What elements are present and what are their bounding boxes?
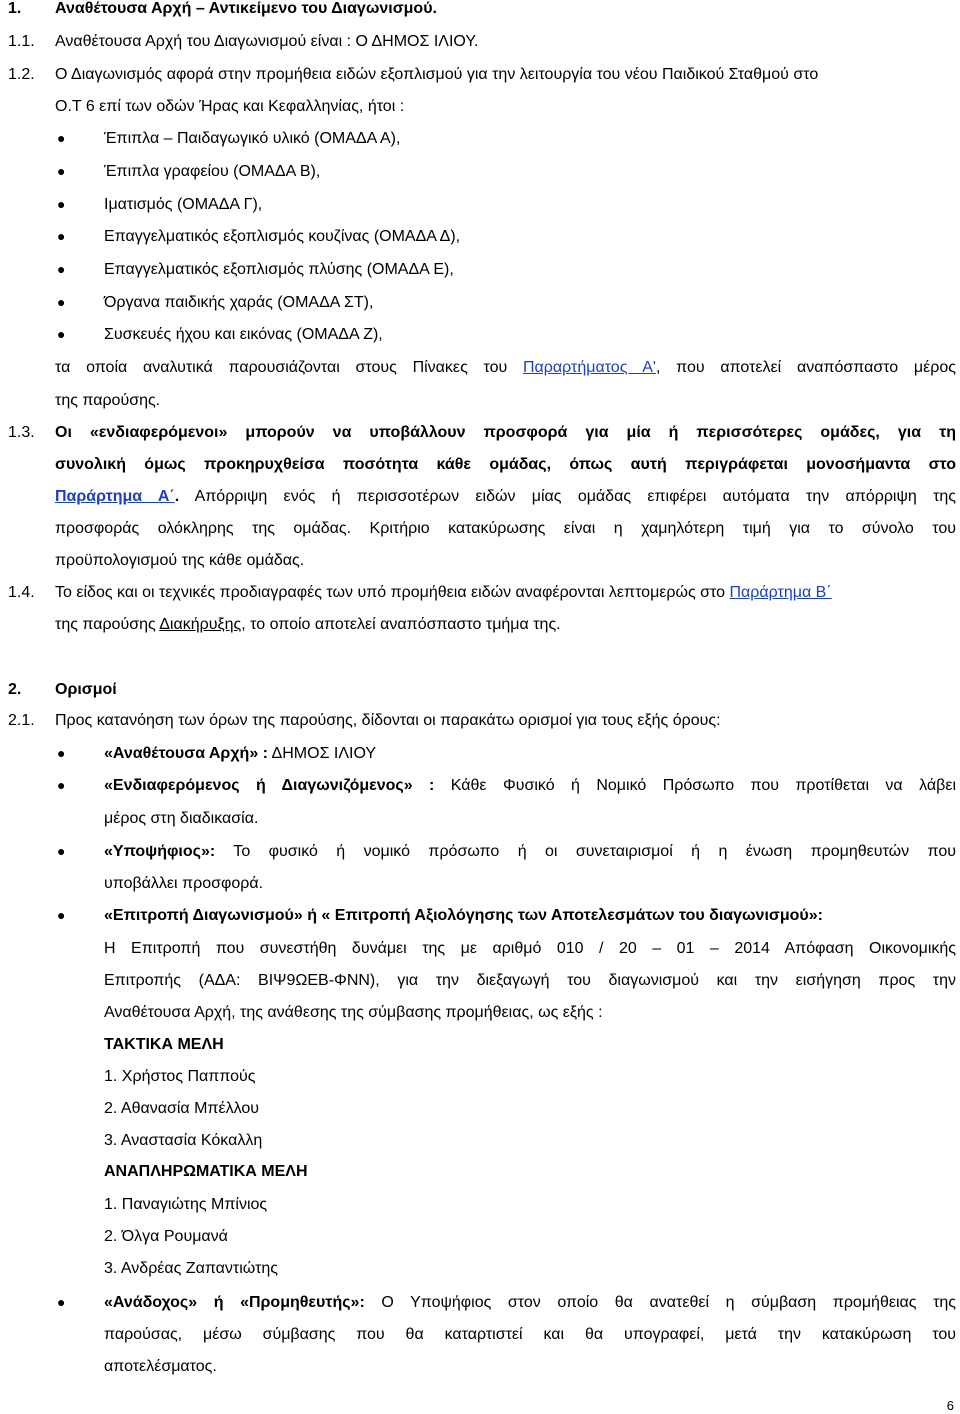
clause-text: προσφοράς ολόκληρης της ομάδας. Κριτήριο κατακύρωσης είναι η χαμηλότερη τιμή για το σύνολο του xyxy=(55,520,956,537)
clause-text: Παράρτημα Α΄. Απόρριψη ενός ή περισσοτέρων ειδών μίας ομάδας επιφέρει αυτόματα την απόρριψη της xyxy=(55,488,957,505)
bullet-icon: ● xyxy=(57,228,66,244)
clause-number: 2.1. xyxy=(8,712,35,729)
bullet-icon: ● xyxy=(57,163,66,179)
definition-term: «Επιτροπή Διαγωνισμού» ή « Επιτροπή Αξιολόγησης των Αποτελεσμάτων του διαγωνισμού»: xyxy=(104,907,823,924)
list-item-text: Ιματισμός (ΟΜΑΔΑ Γ), xyxy=(104,196,263,213)
bullet-icon: ● xyxy=(57,130,66,146)
bullet-icon: ● xyxy=(57,326,66,342)
annex-b-link[interactable]: Παράρτημα Β΄ xyxy=(729,584,832,601)
list-item-text: Συσκευές ήχου και εικόνας (ΟΜΑΔΑ Ζ), xyxy=(104,326,383,343)
clause-text: Το είδος και οι τεχνικές προδιαγραφές των υπό προμήθεια ειδών αναφέρονται λεπτομερώς στο Παράρτημα Β΄ xyxy=(55,584,832,601)
clause-text: Αναθέτουσα Αρχή του Διαγωνισμού είναι : Ο ΔΗΜΟΣ ΙΛΙΟΥ. xyxy=(55,33,479,50)
definition-text: μέρος στη διαδικασία. xyxy=(104,810,259,827)
section-number: 1. xyxy=(8,0,22,17)
clause-text: Ο.Τ 6 επί των οδών Ήρας και Κεφαλληνίας, ήτοι : xyxy=(55,98,405,115)
list-item-text: Όργανα παιδικής χαράς (ΟΜΑΔΑ ΣΤ), xyxy=(104,294,374,311)
clause-number: 1.3. xyxy=(8,424,35,441)
clause-text: της παρούσης Διακήρυξης, το οποίο αποτελεί αναπόσπαστο τμήμα της. xyxy=(55,616,561,633)
clause-number: 1.4. xyxy=(8,584,35,601)
bullet-icon: ● xyxy=(57,745,66,761)
list-item-text: Επαγγελματικός εξοπλισμός κουζίνας (ΟΜΑΔΑ Δ), xyxy=(104,228,461,245)
clause-text: της παρούσης. xyxy=(55,392,161,409)
list-item-text: Έπιπλα γραφείου (ΟΜΑΔΑ Β), xyxy=(104,163,321,180)
bullet-icon: ● xyxy=(57,196,66,212)
document-page: 1. Αναθέτουσα Αρχή – Αντικείμενο του Διαγωνισμού. 1.1. Αναθέτουσα Αρχή του Διαγωνισμού είναι : Ο ΔΗΜΟΣ ΙΛΙΟΥ. 1.2. Ο Διαγωνισμός αφορά στην προμήθεια ειδών εξοπλισμού για την λειτουργία του νέου Παιδικού Σταθμού στο Ο.Τ 6 επί των οδών Ήρας και Κεφαλληνίας, ήτοι : ● Έπιπλα – Παιδαγωγικό υλικό (ΟΜΑΔΑ Α), ● Έπιπλα γραφείου (ΟΜΑΔΑ Β), ● Ιματισμός (ΟΜΑΔΑ Γ), ● Επαγγελματικός εξοπλισμός κουζίνας (ΟΜΑΔΑ Δ), ● Επαγγελματικός εξοπλισμός πλύσης (ΟΜΑΔΑ Ε), ● Όργανα παιδικής χαράς (ΟΜΑΔΑ ΣΤ), ● Συσκευές ήχου και εικόνας (ΟΜΑΔΑ Ζ), τα οποία αναλυτικά παρουσιάζονται στους Πίνακες του Παραρτήματος Α', που αποτελεί αναπόσπαστο μέρος της παρούσης. 1.3. Οι «ενδιαφερόμενοι» μπορούν να υποβάλλουν προσφορά για μία ή περισσότερες ομάδες, για τη συνολική όμως προκηρυχθείσα ποσότητα κάθε ομάδας, όπως αυτή περιγράφεται μονοσήμαντα στο Παράρτημα Α΄. Απόρριψη ενός ή περισσοτέρων ειδών μίας ομάδας επιφέρει αυτόματα την απόρριψη της προσφοράς ολόκληρης της ομάδας. Κριτήριο κατακύρωσης είναι η χαμηλότερη τιμή για το σύνολο του προϋπολογισμού της κάθε ομάδας. 1.4. Το είδος και οι τεχνικές προδιαγραφές των υπό προμήθεια ειδών αναφέρονται λεπτομερώς στο Παράρτημα Β΄ της παρούσης Διακήρυξης, το οποίο αποτελεί αναπόσπαστο τμήμα της. 2. Ορισμοί 2.1. Προς κατανόηση των όρων της παρούσης, δίδονται οι παρακάτω ορισμοί για τους εξής όρους: ● «Αναθέτουσα Αρχή» : ΔΗΜΟΣ ΙΛΙΟΥ ● «Ενδιαφερόμενος ή Διαγωνιζόμενος» : Κάθε Φυσικό ή Νομικό Πρόσωπο που προτίθεται να λάβει μέρος στη διαδικασία. ● «Υποψήφιος»: Το φυσικό ή νομικό πρόσωπο ή οι συνεταιρισμοί ή η ένωση προμηθευτών που υποβάλλει προσφορά. ● «Επιτροπή Διαγωνισμού» ή « Επιτροπή Αξιολόγησης των Αποτελεσμάτων του διαγωνισμού»: Η Επιτροπή που συνεστήθη δυνάμει της με αριθμό 010 / 20 – 01 – 2014 Απόφαση Οικονομικής Επιτροπής (ΑΔΑ: ΒΙΨ9ΩΕΒ-ΦΝΝ), για την διεξαγωγή του διαγωνισμού και την εισήγηση προς την Αναθέτουσα Αρχή, της ανάθεσης της σύμβασης προμήθειας, ως εξής : ΤΑΚΤΙΚΑ ΜΕΛΗ 1. Χρήστος Παππούς 2. Αθανασία Μπέλλου 3. Αναστασία Κόκαλλη ΑΝΑΠΛΗΡΩΜΑΤΙΚΑ ΜΕΛΗ 1. Παναγιώτης Μπίνιος 2. Όλγα Ρουμανά 3. Ανδρέας Ζαπαντιώτης ● «Ανάδοχος» ή «Προμηθευτής»: Ο Υποψήφιος στον οποίο θα ανατεθεί η σύμβαση προμήθειας της παρούσας, μέσω σύμβασης που θα καταρτιστεί και θα υπογραφεί, μετά την κατακύρωση του αποτελέσματος. 6 xyxy=(8,0,957,1413)
bullet-icon: ● xyxy=(57,261,66,277)
list-item-text: Επαγγελματικός εξοπλισμός πλύσης (ΟΜΑΔΑ Ε), xyxy=(104,261,454,278)
definition-text: Η Επιτροπή που συνεστήθη δυνάμει της με αριθμό 010 / 20 – 01 – 2014 Απόφαση Οικονομικής xyxy=(104,940,956,957)
bullet-icon: ● xyxy=(57,1294,66,1310)
clause-text: συνολική όμως προκηρυχθείσα ποσότητα κάθε ομάδας, όπως αυτή περιγράφεται μονοσήμαντα στο xyxy=(55,456,956,473)
clause-text: προϋπολογισμού της κάθε ομάδας. xyxy=(55,552,305,569)
clause-text: τα οποία αναλυτικά παρουσιάζονται στους Πίνακες του Παραρτήματος Α', που αποτελεί αναπόσπαστο μέρος xyxy=(55,359,956,376)
definition-text: αποτελέσματος. xyxy=(104,1358,217,1375)
section-title: Αναθέτουσα Αρχή – Αντικείμενο του Διαγωνισμού. xyxy=(55,0,437,17)
definition-text: παρούσας, μέσω σύμβασης που θα καταρτιστεί και θα υπογραφεί, μετά την κατακύρωση του xyxy=(104,1326,956,1343)
annex-a-link[interactable]: Παράρτημα Α΄ xyxy=(55,488,175,505)
section-number: 2. xyxy=(8,681,22,698)
definition-text: «Ενδιαφερόμενος ή Διαγωνιζόμενος» : Κάθε Φυσικό ή Νομικό Πρόσωπο που προτίθεται να λάβει xyxy=(104,777,956,794)
bullet-icon: ● xyxy=(57,294,66,310)
definition-text: Αναθέτουσα Αρχή, της ανάθεσης της σύμβασης προμήθειας, ως εξής : xyxy=(104,1004,603,1021)
definition-text: υποβάλλει προσφορά. xyxy=(104,875,264,892)
definition-text: «Ανάδοχος» ή «Προμηθευτής»: Ο Υποψήφιος στον οποίο θα ανατεθεί η σύμβαση προμήθειας της xyxy=(104,1294,956,1311)
page-number: 6 xyxy=(946,1398,954,1413)
bullet-icon: ● xyxy=(57,907,66,923)
clause-text: Οι «ενδιαφερόμενοι» μπορούν να υποβάλλουν προσφορά για μία ή περισσότερες ομάδες, για τη xyxy=(55,424,956,441)
section-title: Ορισμοί xyxy=(55,681,117,698)
definition-text: «Υποψήφιος»: Το φυσικό ή νομικό πρόσωπο ή οι συνεταιρισμοί ή η ένωση προμηθευτών που xyxy=(104,843,956,860)
definition-text: «Αναθέτουσα Αρχή» : ΔΗΜΟΣ ΙΛΙΟΥ xyxy=(104,745,377,762)
clause-number: 1.1. xyxy=(8,33,35,50)
clause-text: Ο Διαγωνισμός αφορά στην προμήθεια ειδών εξοπλισμού για την λειτουργία του νέου Παιδικού Σταθμού στο xyxy=(55,66,819,83)
annex-a-link[interactable]: Παραρτήματος Α' xyxy=(522,359,656,376)
list-item-text: Έπιπλα – Παιδαγωγικό υλικό (ΟΜΑΔΑ Α), xyxy=(104,130,401,147)
bullet-icon: ● xyxy=(57,843,66,859)
definition-text: Επιτροπής (ΑΔΑ: ΒΙΨ9ΩΕΒ-ΦΝΝ), για την διεξαγωγή του διαγωνισμού και την εισήγηση προς την xyxy=(104,972,956,989)
clause-text: Προς κατανόηση των όρων της παρούσης, δίδονται οι παρακάτω ορισμοί για τους εξής όρους: xyxy=(55,712,721,729)
bullet-icon: ● xyxy=(57,777,66,793)
clause-number: 1.2. xyxy=(8,66,35,83)
